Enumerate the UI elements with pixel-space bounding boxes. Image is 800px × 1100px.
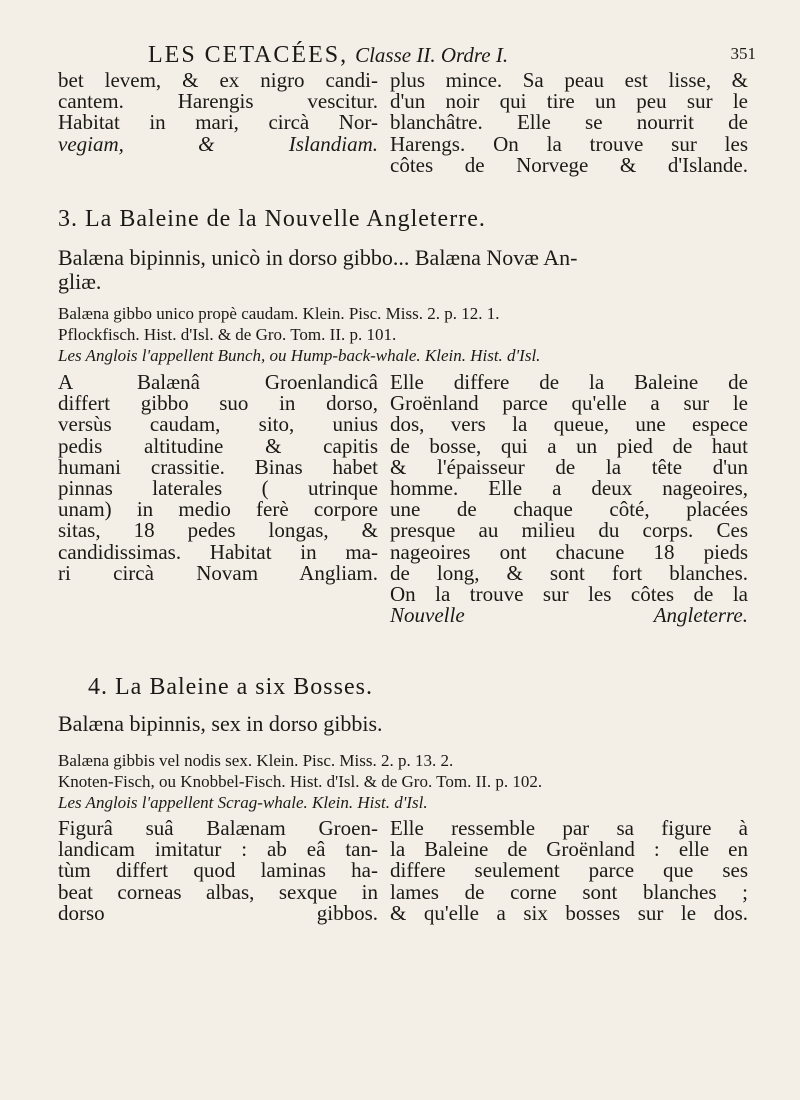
french-line: Nouvelle Angleterre. [390,603,748,628]
running-title: LES CETACÉES, [148,42,349,68]
section-4-synonymy [58,750,748,813]
page-number: 351 [730,44,756,63]
intro-latin-line: bet levem, & ex nigro candi- [58,68,378,92]
french-line: la Baleine de Groënland : elle en [390,837,748,862]
diagnosis-line: Balæna bipinnis, sex in dorso gibbis. [58,711,383,736]
intro-french-line: d'un noir qui tire un peu sur le [390,89,748,114]
intro-french-line: plus mince. Sa peau est lisse, & [390,68,748,92]
synonymy-line: Les Anglois l'appellent Scrag-whale. Klein. Hist. d'Isl. [58,793,428,812]
latin-line: unam) in medio ferè corpore [58,497,378,522]
synonymy-line: Knoten-Fisch, ou Knobbel-Fisch. Hist. d'Isl. & de Gro. Tom. II. p. 102. [58,772,543,791]
intro-latin-line: cantem. Harengis vescitur. [58,89,378,114]
latin-line: differt gibbo suo in dorso, [58,391,378,416]
french-line: Elle ressemble par sa figure à [390,816,748,840]
latin-line: versùs caudam, sito, unius [58,412,378,437]
diagnosis-line: Balæna bipinnis, unicò in dorso gibbo... Balæna Novæ An- [58,245,578,270]
french-line: differe seulement parce que ses [390,858,748,883]
section-3-columns [58,372,748,642]
latin-line: sitas, 18 pedes longas, & [58,518,378,543]
synonymy-line: Balæna gibbo unico propè caudam. Klein. Pisc. Miss. 2. p. 12. 1. [58,304,500,323]
synonymy-line: Balæna gibbis vel nodis sex. Klein. Pisc. Miss. 2. p. 13. 2. [58,751,454,770]
section-4-latin-column [58,818,378,924]
latin-line: beat corneas albas, sexque in [58,879,378,904]
french-line: Elle differe de la Baleine de [390,370,748,394]
french-line: lames de corne sont blanches ; [390,879,748,904]
latin-line: tùm differt quod laminas ha- [58,858,378,883]
latin-line: candidissimas. Habitat in ma- [58,539,378,564]
section-3-french-column [390,372,748,626]
running-header [148,42,756,69]
french-line: homme. Elle a deux nageoires, [390,475,748,500]
section-3-latin-column [58,372,378,584]
diagnosis-line: gliæ. [58,269,102,294]
french-line: une de chaque côté, placées [390,497,748,522]
latin-line: Figurâ suâ Balænam Groen- [58,816,378,840]
section-3-title: 3. La Baleine de la Nouvelle Angleterre. [58,206,486,232]
french-line: nageoires ont chacune 18 pieds [390,539,748,564]
latin-line: A Balænâ Groenlandicâ [58,370,378,394]
intro-french-line: blanchâtre. Elle se nourrit de [390,110,748,135]
french-line: de bosse, qui a un pied de haut [390,433,748,458]
intro-columns [58,70,748,180]
section-3-synonymy [58,303,748,366]
intro-latin-line: vegiam, & Islandiam. [58,131,378,156]
intro-french-column [390,70,748,176]
french-line: & l'épaisseur de la tête d'un [390,454,748,479]
french-line: de long, & sont fort blanches. [390,560,748,585]
latin-line: ri circà Novam Angliam. [58,560,378,585]
intro-latin-line: Habitat in mari, circà Nor- [58,110,378,135]
section-4-columns [58,818,748,938]
latin-line: humani crassitie. Binas habet [58,454,378,479]
latin-line: pedis altitudine & capitis [58,433,378,458]
intro-french-line: Harengs. On la trouve sur les [390,131,748,156]
intro-latin-column [58,70,378,155]
latin-line: landicam imitatur : ab eâ tan- [58,837,378,862]
latin-line: dorso gibbos. [58,900,378,925]
synonymy-line: Pflockfisch. Hist. d'Isl. & de Gro. Tom. II. p. 101. [58,325,397,344]
section-4-french-column [390,818,748,924]
section-4-title: 4. La Baleine a six Bosses. [88,674,373,700]
french-line: presque au milieu du corps. Ces [390,518,748,543]
french-line: & qu'elle a six bosses sur le dos. [390,900,748,925]
class-order: Classe II. Ordre I. [355,43,509,67]
latin-line: pinnas laterales ( utrinque [58,475,378,500]
french-line: Groënland parce qu'elle a sur le [390,391,748,416]
section-4-diagnosis [58,712,748,736]
synonymy-line: Les Anglois l'appellent Bunch, ou Hump-back-whale. Klein. Hist. d'Isl. [58,346,541,365]
intro-french-line: côtes de Norvege & d'Islande. [390,152,748,177]
french-line: dos, vers la queue, une espece [390,412,748,437]
french-line: On la trouve sur les côtes de la [390,581,748,606]
section-3-diagnosis [58,246,748,294]
